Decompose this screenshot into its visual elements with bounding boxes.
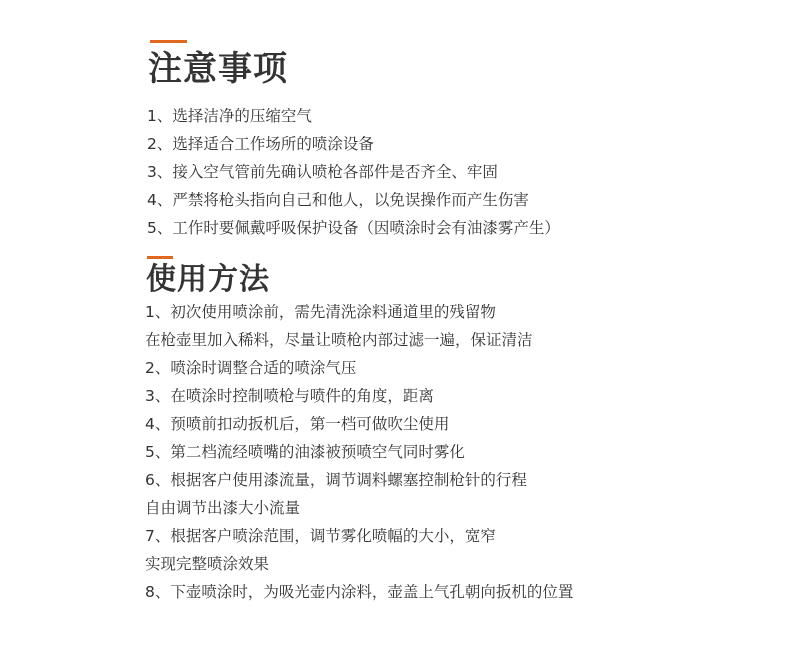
usage-item-8: 8、下壶喷涂时，为吸光壶内涂料，壶盖上气孔朝向扳机的位置	[145, 583, 574, 601]
usage-item-1: 1、初次使用喷涂前，需先清洗涂料通道里的残留物	[145, 303, 496, 321]
usage-item-7: 7、根据客户喷涂范围，调节雾化喷幅的大小，宽窄	[145, 527, 496, 545]
usage-item-7-cont: 实现完整喷涂效果	[145, 555, 270, 573]
usage-heading: 使用方法	[146, 262, 270, 297]
usage-item-6-cont: 自由调节出漆大小流量	[145, 499, 301, 517]
notes-item-1: 1、选择洁净的压缩空气	[147, 107, 312, 125]
usage-accent-bar	[147, 256, 173, 259]
notes-accent-bar	[150, 40, 187, 43]
notes-item-4: 4、严禁将枪头指向自己和他人，以免误操作而产生伤害	[147, 191, 529, 209]
usage-item-3: 3、在喷涂时控制喷枪与喷件的角度，距离	[145, 387, 434, 405]
notes-item-3: 3、接入空气管前先确认喷枪各部件是否齐全、牢固	[147, 163, 498, 181]
usage-item-2: 2、喷涂时调整合适的喷涂气压	[145, 359, 357, 377]
notes-item-5: 5、工作时要佩戴呼吸保护设备（因喷涂时会有油漆雾产生）	[147, 219, 560, 237]
usage-item-4: 4、预喷前扣动扳机后，第一档可做吹尘使用	[145, 415, 450, 433]
usage-item-6: 6、根据客户使用漆流量，调节调料螺塞控制枪针的行程	[145, 471, 527, 489]
notes-heading: 注意事项	[148, 49, 288, 89]
notes-item-2: 2、选择适合工作场所的喷涂设备	[147, 135, 374, 153]
usage-item-5: 5、第二档流经喷嘴的油漆被预喷空气同时雾化	[145, 443, 465, 461]
usage-item-1-cont: 在枪壶里加入稀料，尽量让喷枪内部过滤一遍，保证清洁	[145, 331, 533, 349]
